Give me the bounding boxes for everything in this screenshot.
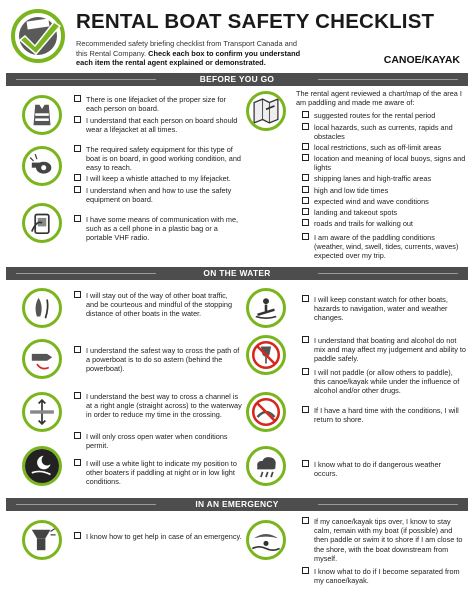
checkbox[interactable] bbox=[302, 406, 309, 413]
checkbox[interactable] bbox=[302, 208, 309, 215]
channel-crossing-icon bbox=[22, 392, 62, 432]
powerboat-crossing-icon bbox=[22, 339, 62, 379]
intro-text: Recommended safety briefing checklist from Transport Canada and this Rental Company. Check each box to confirm you understand each item the rental agent explained or demonstrated. bbox=[76, 39, 301, 68]
no-alcohol-icon bbox=[246, 335, 286, 375]
checklist-item[interactable]: The required safety equipment for this type of boat is on board, in good working condition, and easy to reach. bbox=[74, 145, 242, 173]
checklist-item[interactable]: high and low tide times bbox=[302, 186, 466, 195]
checklist-item[interactable]: I am aware of the paddling conditions (weather, wind, swell, tides, currents, waves) expected over my trip. bbox=[302, 233, 466, 261]
checklist-item[interactable]: expected wind and wave conditions bbox=[302, 197, 466, 206]
checkbox[interactable] bbox=[302, 233, 309, 240]
checklist-item[interactable]: shipping lanes and high-traffic areas bbox=[302, 174, 466, 183]
checkbox[interactable] bbox=[302, 336, 309, 343]
checklist-item[interactable]: I know what to do if dangerous weather occurs. bbox=[302, 460, 466, 478]
capsized-canoe-icon bbox=[246, 520, 286, 560]
checklist-item[interactable]: I will use a white light to indicate my position to other boaters if paddling at night or in low light conditions. bbox=[74, 459, 242, 487]
checklist-item[interactable]: I will keep constant watch for other boats, hazards to navigation, water and weather changes. bbox=[302, 295, 466, 323]
checklist-item[interactable]: I will not paddle (or allow others to paddle), this canoe/kayak while under the influence of alcohol and/or other drugs. bbox=[302, 368, 466, 396]
section-before-you-go: BEFORE YOU GO bbox=[6, 73, 468, 86]
checkbox[interactable] bbox=[74, 346, 81, 353]
checklist-item[interactable]: I will stay out of the way of other boat traffic, and be courteous and mindful of the stopping distance of other boats in the water. bbox=[74, 291, 242, 319]
section-in-an-emergency: IN AN EMERGENCY bbox=[6, 498, 468, 511]
chart-map-icon bbox=[246, 91, 286, 131]
checklist-item[interactable]: I understand when and how to use the safety equipment on board. bbox=[74, 186, 242, 204]
checkbox[interactable] bbox=[74, 432, 81, 439]
checkbox[interactable] bbox=[302, 186, 309, 193]
checklist-item[interactable]: I understand that each person on board should wear a lifejacket at all times. bbox=[74, 116, 242, 134]
checkbox[interactable] bbox=[74, 215, 81, 222]
checkbox[interactable] bbox=[74, 291, 81, 298]
checkbox[interactable] bbox=[74, 392, 81, 399]
checkbox[interactable] bbox=[74, 116, 81, 123]
checkbox[interactable] bbox=[302, 154, 309, 161]
canoe-traffic-icon bbox=[22, 288, 62, 328]
checkbox[interactable] bbox=[74, 95, 81, 102]
checkbox[interactable] bbox=[302, 517, 309, 524]
checkbox[interactable] bbox=[302, 123, 309, 130]
checkbox[interactable] bbox=[302, 567, 309, 574]
checklist-item[interactable]: roads and trails for walking out bbox=[302, 219, 466, 228]
page-title: RENTAL BOAT SAFETY CHECKLIST bbox=[76, 10, 435, 33]
air-horn-icon bbox=[22, 520, 62, 560]
checkbox[interactable] bbox=[302, 219, 309, 226]
checklist-item[interactable]: I know what to do if I become separated from my canoe/kayak. bbox=[302, 567, 466, 585]
chart-review-intro: The rental agent reviewed a chart/map of the area I am paddling and made me aware of: bbox=[296, 89, 462, 108]
checklist-item[interactable]: I understand the best way to cross a channel is at a right angle (straight across) to the waterway in order to reduce my time in the crossing. bbox=[74, 392, 242, 420]
section-on-the-water: ON THE WATER bbox=[6, 267, 468, 280]
checklist-item[interactable]: local hazards, such as currents, rapids and obstacles bbox=[302, 123, 466, 141]
checkbox[interactable] bbox=[302, 368, 309, 375]
checklist-item[interactable]: I understand the safest way to cross the path of a powerboat is to do so astern (behind the powerboat). bbox=[74, 346, 242, 374]
boat-type-label: CANOE/KAYAK bbox=[383, 54, 460, 66]
checklist-item[interactable]: local restrictions, such as off-limit areas bbox=[302, 143, 466, 152]
checkbox[interactable] bbox=[302, 295, 309, 302]
checklist-item[interactable]: If I have a hard time with the conditions, I will return to shore. bbox=[302, 406, 466, 424]
checklist-item[interactable]: landing and takeout spots bbox=[302, 208, 466, 217]
checklist-item[interactable]: I will keep a whistle attached to my lifejacket. bbox=[74, 174, 242, 183]
lifejacket-icon bbox=[22, 95, 62, 135]
checklist-item[interactable]: suggested routes for the rental period bbox=[302, 111, 466, 120]
whistle-icon bbox=[22, 146, 62, 186]
checklist-item[interactable]: I understand that boating and alcohol do not mix and may affect my judgement and ability to paddle safely. bbox=[302, 336, 466, 364]
checkbox[interactable] bbox=[74, 174, 81, 181]
checklist-item[interactable]: I will only cross open water when conditions permit. bbox=[74, 432, 242, 450]
checklist-item[interactable]: I have some means of communication with me, such as a cell phone in a plastic bag or a portable VHF radio. bbox=[74, 215, 242, 243]
checkbox[interactable] bbox=[302, 197, 309, 204]
checkbox[interactable] bbox=[302, 460, 309, 467]
checkmark-logo-icon bbox=[10, 8, 66, 64]
header bbox=[0, 0, 474, 70]
storm-cloud-icon bbox=[246, 446, 286, 486]
checkbox[interactable] bbox=[74, 145, 81, 152]
checkbox[interactable] bbox=[302, 111, 309, 118]
return-to-shore-icon bbox=[246, 392, 286, 432]
checkbox[interactable] bbox=[302, 143, 309, 150]
checklist-item[interactable]: I know how to get help in case of an emergency. bbox=[74, 532, 242, 541]
kayaker-icon bbox=[246, 288, 286, 328]
checkbox[interactable] bbox=[74, 459, 81, 466]
checkbox[interactable] bbox=[74, 186, 81, 193]
phone-bag-icon bbox=[22, 203, 62, 243]
checklist-item[interactable]: There is one lifejacket of the proper size for each person on board. bbox=[74, 95, 242, 113]
checkbox[interactable] bbox=[302, 174, 309, 181]
checklist-item[interactable]: If my canoe/kayak tips over, I know to stay calm, remain with my boat (if possible) and then paddle or swim it to shore if I am close to the shore, with the boat downstream from myself. bbox=[302, 517, 466, 563]
checklist-item[interactable]: location and meaning of local buoys, signs and lights bbox=[302, 154, 466, 172]
night-light-icon bbox=[22, 446, 62, 486]
checkbox[interactable] bbox=[74, 532, 81, 539]
